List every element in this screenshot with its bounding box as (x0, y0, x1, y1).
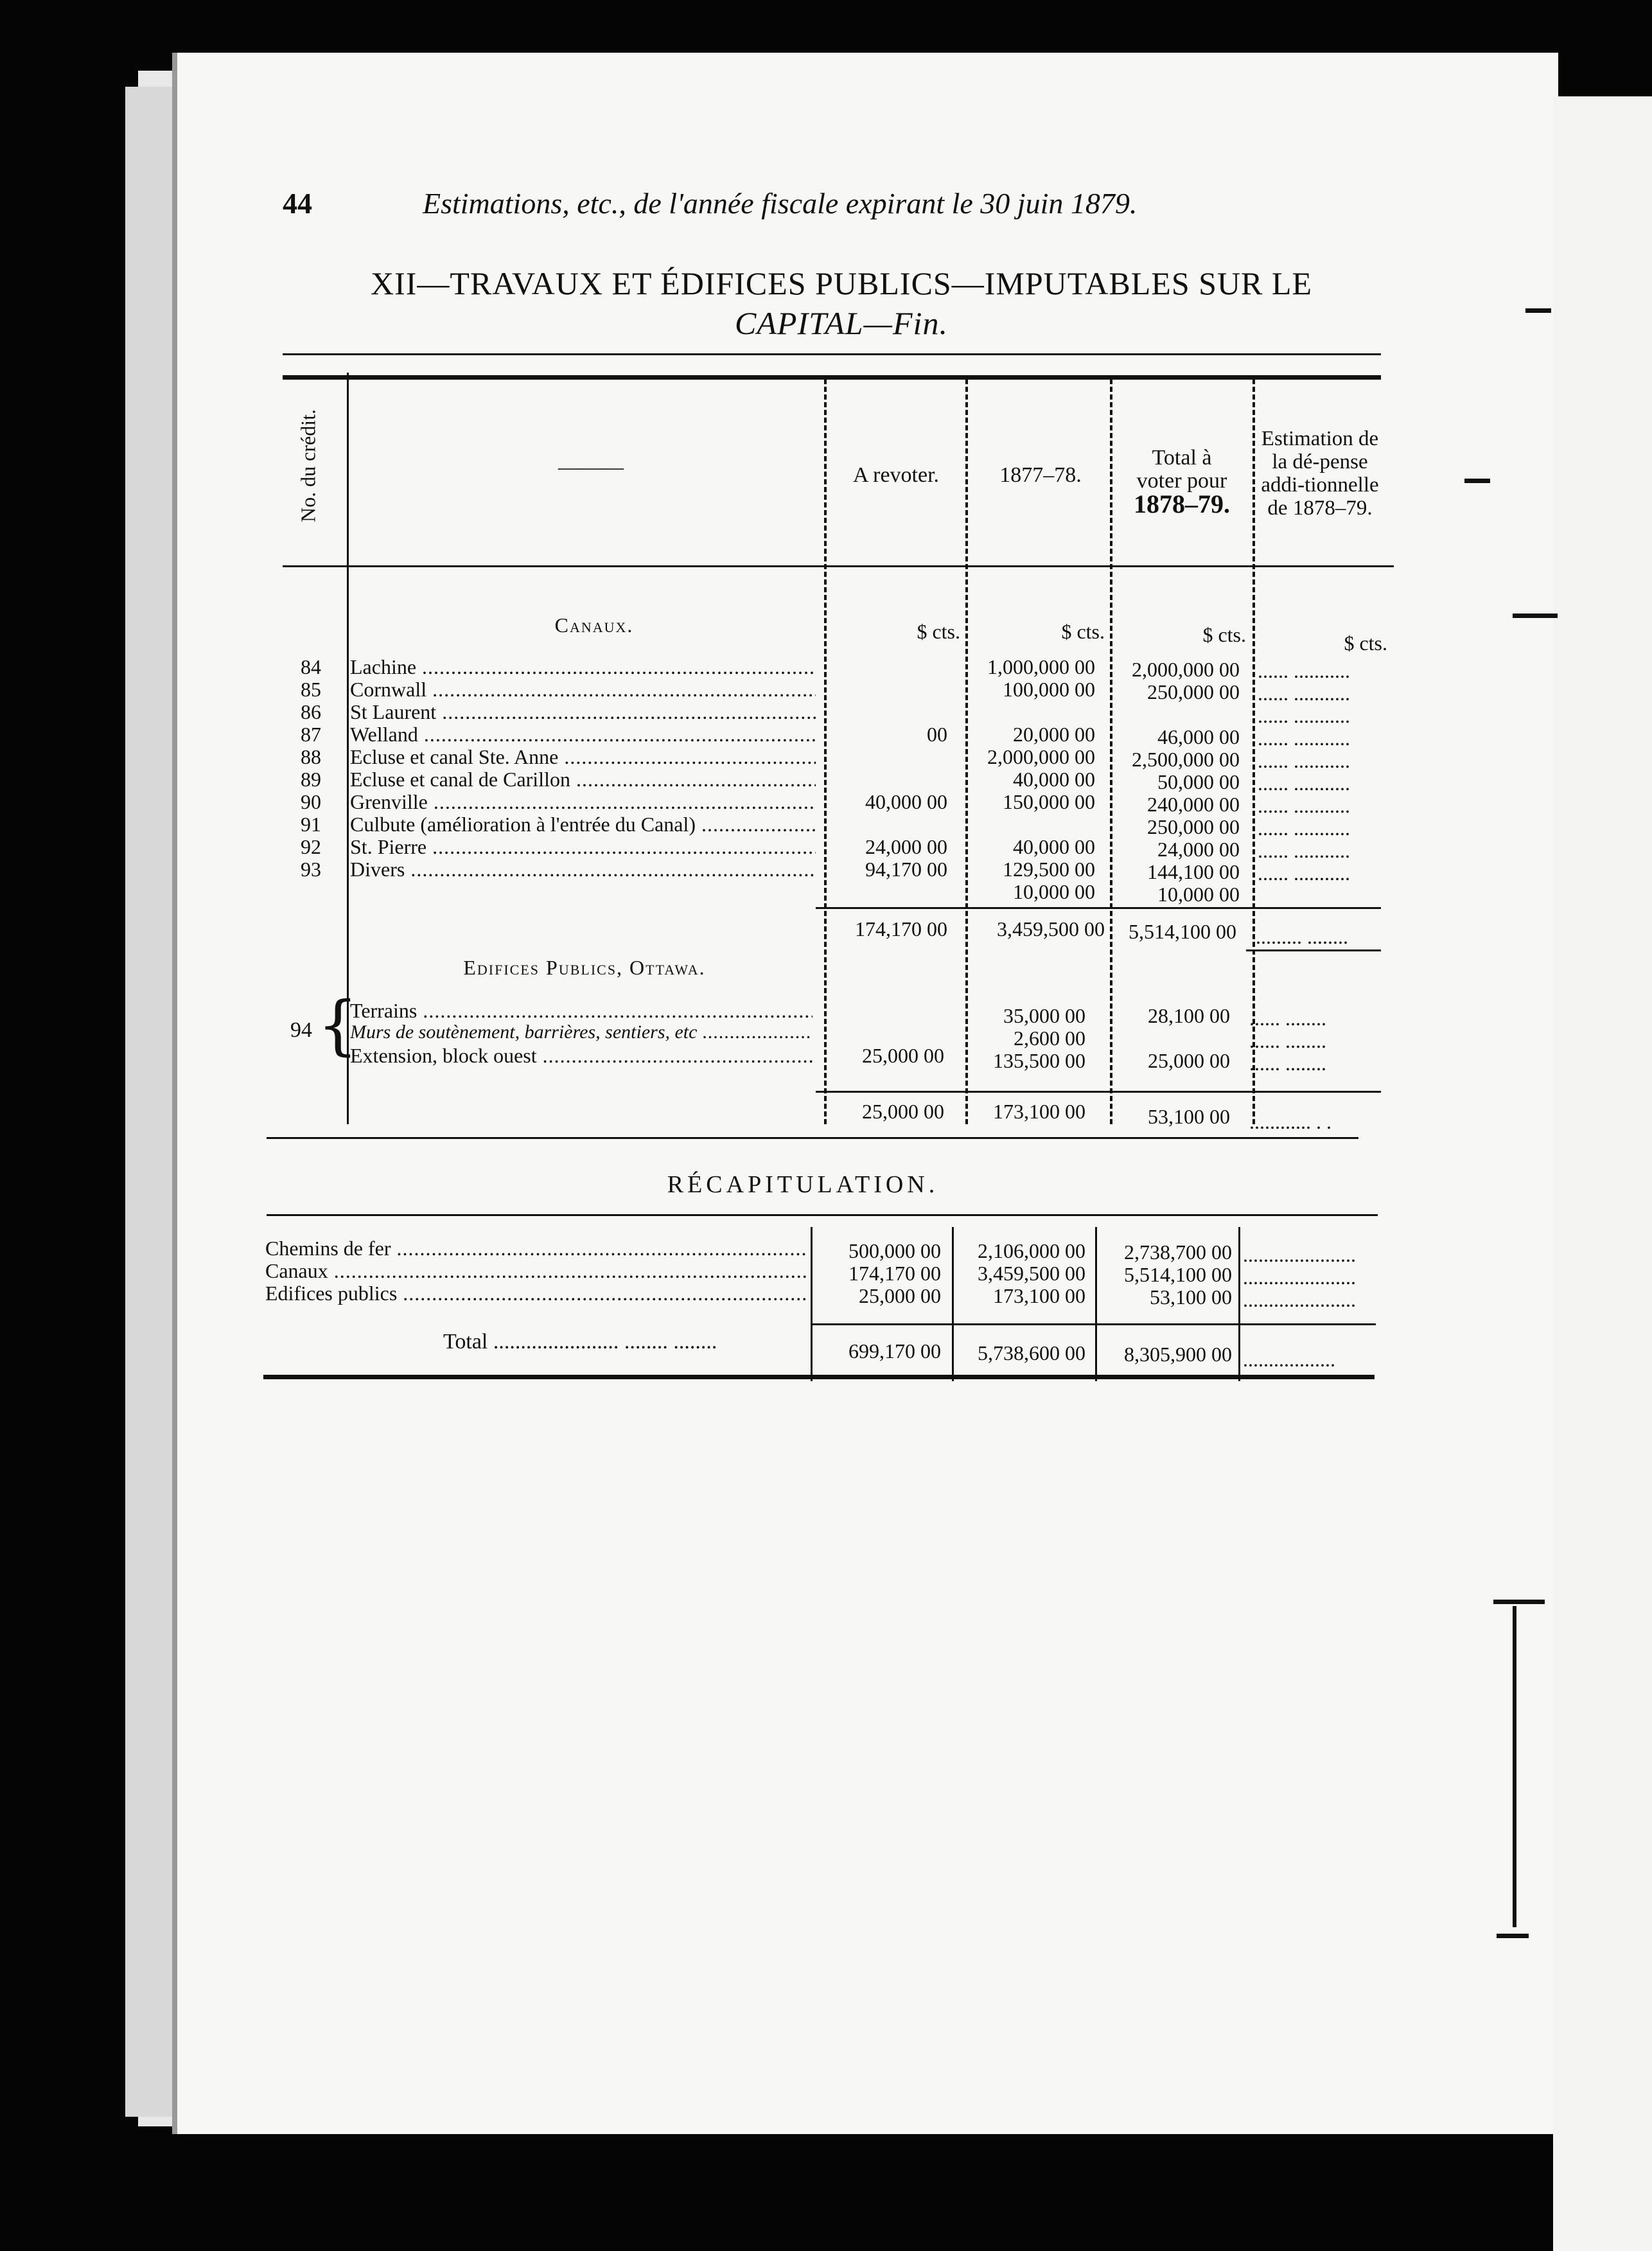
item-label: Ecluse et canal Ste. Anne ..... (350, 745, 816, 769)
page-number: 44 (283, 187, 312, 220)
canaux-heading: Canaux. (554, 614, 634, 637)
value-estimation-dots: ...... ........ (1249, 1052, 1326, 1075)
recap-1877-78: 3,459,500 00 (978, 1262, 1085, 1285)
value-1877-78: 10,000 00 (1013, 880, 1095, 903)
recap-total: 5,514,100 00 (1124, 1263, 1232, 1286)
col-head-no-credit: No. du crédit. (296, 409, 320, 522)
canaux-total-estimation: ......... ........ (1256, 925, 1348, 948)
credit-number: 86 (301, 700, 321, 723)
item-label: Lachine ..... (350, 655, 816, 679)
recap-col-rule (1238, 1227, 1240, 1381)
col-head-a-revoter: A revoter. (852, 463, 940, 487)
value-1877-78: 150,000 00 (1003, 790, 1095, 813)
recap-estimation-dots: ...................... (1243, 1266, 1356, 1289)
margin-mark (1493, 1600, 1545, 1604)
unit-estimation: $ cts. (1344, 631, 1387, 655)
value-revoter: 25,000 00 (862, 1044, 944, 1067)
value-estimation-dots: ...... ........... (1258, 682, 1350, 705)
value-total: 46,000 00 (1157, 725, 1240, 748)
value-estimation-dots: ...... ........ (1249, 1007, 1326, 1030)
unit-revoter: $ cts. (917, 620, 960, 643)
section-end-rule (267, 1137, 1358, 1139)
recap-label: Chemins de fer ..... (265, 1237, 808, 1260)
col-head-1877-78: 1877–78. (999, 463, 1082, 487)
canaux-total-total: 5,514,100 00 (1129, 920, 1236, 943)
value-revoter: 00 (927, 723, 947, 746)
value-total: 144,100 00 (1147, 860, 1240, 883)
value-total: 28,100 00 (1148, 1004, 1230, 1027)
item-label: St. Pierre ..... (350, 835, 816, 859)
top-rule (283, 353, 1381, 355)
value-total: 2,000,000 00 (1132, 658, 1240, 681)
value-revoter: 94,170 00 (865, 858, 947, 881)
recap-bottom-rule (263, 1375, 1375, 1379)
recap-heading: RÉCAPITULATION. (667, 1171, 939, 1198)
credit-number: 93 (301, 858, 321, 881)
edifices-credit-number: 94 (290, 1018, 312, 1042)
margin-mark (1513, 1606, 1516, 1927)
recap-total-revoter: 699,170 00 (848, 1339, 941, 1363)
edifices-subtotal-rule (816, 1091, 1381, 1093)
credit-number: 89 (301, 768, 321, 791)
recap-top-rule (267, 1214, 1378, 1216)
margin-mark (1497, 1934, 1529, 1938)
recap-revoter: 25,000 00 (859, 1284, 941, 1307)
value-total: 250,000 00 (1147, 815, 1240, 838)
recap-1877-78: 173,100 00 (993, 1284, 1085, 1307)
canaux-subtotal-rule (816, 907, 1381, 909)
recap-col-rule (811, 1227, 813, 1381)
section-title (283, 263, 1400, 343)
item-label: Grenville ..... (350, 790, 816, 814)
value-revoter: 24,000 00 (865, 835, 947, 858)
recap-label: Edifices publics ..... (265, 1282, 808, 1305)
recap-label: Canaux ..... (265, 1259, 808, 1283)
edifices-total-estimation: ............ . . (1249, 1110, 1331, 1133)
recap-total-label: Total ....................... ........ ........ (443, 1330, 717, 1354)
value-1877-78: 129,500 00 (1003, 858, 1095, 881)
value-estimation-dots: ...... ........... (1258, 817, 1350, 840)
value-estimation-dots: ...... ........... (1258, 861, 1350, 885)
margin-mark (1525, 308, 1551, 313)
value-1877-78: 2,000,000 00 (987, 745, 1095, 768)
item-label: Murs de soutènement, barrières, sentiers, etc ..... (350, 1021, 813, 1043)
credit-number: 90 (301, 790, 321, 813)
recap-total-total: 8,305,900 00 (1124, 1343, 1232, 1366)
recap-total: 53,100 00 (1150, 1285, 1232, 1309)
item-label: Extension, block ouest ..... (350, 1044, 813, 1068)
col-head-estimation: Estimation de la dé-pense addi-tionnelle de 1878–79. (1261, 427, 1379, 520)
credit-number: 84 (301, 655, 321, 678)
edifices-total-1877: 173,100 00 (993, 1100, 1085, 1123)
value-total: 10,000 00 (1157, 883, 1240, 906)
value-estimation-dots: ...... ........... (1258, 839, 1350, 862)
credit-number: 91 (301, 813, 321, 836)
facing-page-margin (1553, 96, 1652, 2251)
credit-number: 92 (301, 835, 321, 858)
value-estimation-dots: ...... ........... (1258, 659, 1350, 682)
col-rule (824, 379, 827, 1124)
header-bottom-rule (283, 565, 1394, 567)
col-head-total: Total à voter pour 1878–79. (1134, 446, 1230, 518)
edifices-total-total: 53,100 00 (1148, 1105, 1230, 1128)
value-total: 240,000 00 (1147, 793, 1240, 816)
value-1877-78: 35,000 00 (1003, 1004, 1085, 1027)
item-label: Ecluse et canal de Carillon ..... (350, 768, 816, 791)
credit-number: 88 (301, 745, 321, 768)
item-label: Divers ..... (350, 858, 816, 881)
value-estimation-dots: ...... ........... (1258, 794, 1350, 817)
item-label: Culbute (amélioration à l'entrée du Canal) ..... (350, 813, 816, 836)
canaux-total-underline (1246, 949, 1381, 951)
value-1877-78: 2,600 00 (1014, 1027, 1085, 1050)
margin-mark (1513, 614, 1558, 618)
value-total: 50,000 00 (1157, 770, 1240, 793)
value-total: 25,000 00 (1148, 1049, 1230, 1072)
value-1877-78: 40,000 00 (1013, 835, 1095, 858)
running-head-text: Estimations, etc., de l'année fiscale expirant le 30 juin 1879. (423, 187, 1138, 220)
margin-mark (1464, 479, 1490, 483)
edifices-heading: Edifices Publics, Ottawa. (463, 956, 706, 979)
top-rule-thick (283, 375, 1381, 380)
recap-1877-78: 2,106,000 00 (978, 1239, 1085, 1262)
item-label: Terrains ..... (350, 999, 813, 1023)
value-1877-78: 20,000 00 (1013, 723, 1095, 746)
recap-total-estimation: .................. (1243, 1348, 1335, 1371)
document-page (172, 53, 1558, 2134)
canaux-total-revoter: 174,170 00 (855, 917, 947, 940)
recap-estimation-dots: ...................... (1243, 1243, 1356, 1266)
recap-revoter: 174,170 00 (848, 1262, 941, 1285)
item-label: Cornwall ..... (350, 678, 816, 702)
item-label: St Laurent ..... (350, 700, 816, 724)
unit-1877: $ cts. (1061, 620, 1105, 643)
value-estimation-dots: ...... ........... (1258, 704, 1350, 727)
canaux-total-1877: 3,459,500 00 (997, 917, 1105, 940)
edifices-total-revoter: 25,000 00 (862, 1100, 944, 1123)
recap-estimation-dots: ...................... (1243, 1288, 1356, 1311)
title-line-2: CAPITAL—Fin. (735, 305, 948, 341)
item-label: Welland ..... (350, 723, 816, 746)
value-total: 24,000 00 (1157, 838, 1240, 861)
col-head-description: ——— (558, 455, 624, 479)
value-1877-78: 135,500 00 (993, 1049, 1085, 1072)
recap-subtotal-rule (811, 1323, 1376, 1325)
value-total: 2,500,000 00 (1132, 748, 1240, 771)
recap-total: 2,738,700 00 (1124, 1240, 1232, 1264)
recap-total-1877: 5,738,600 00 (978, 1341, 1085, 1364)
edifices-brace: { (317, 987, 358, 1063)
unit-total: $ cts. (1202, 623, 1246, 646)
value-revoter: 40,000 00 (865, 790, 947, 813)
value-1877-78: 40,000 00 (1013, 768, 1095, 791)
credit-number: 85 (301, 678, 321, 701)
value-1877-78: 1,000,000 00 (987, 655, 1095, 678)
recap-revoter: 500,000 00 (848, 1239, 941, 1262)
credit-number: 87 (301, 723, 321, 746)
value-total: 250,000 00 (1147, 680, 1240, 703)
value-estimation-dots: ...... ........ (1249, 1029, 1326, 1052)
value-estimation-dots: ...... ........... (1258, 727, 1350, 750)
title-line-1: XII—TRAVAUX ET ÉDIFICES PUBLICS—IMPUTABLES SUR LE (371, 265, 1312, 301)
value-estimation-dots: ...... ........... (1258, 749, 1350, 772)
value-1877-78: 100,000 00 (1003, 678, 1095, 701)
value-estimation-dots: ...... ........... (1258, 772, 1350, 795)
